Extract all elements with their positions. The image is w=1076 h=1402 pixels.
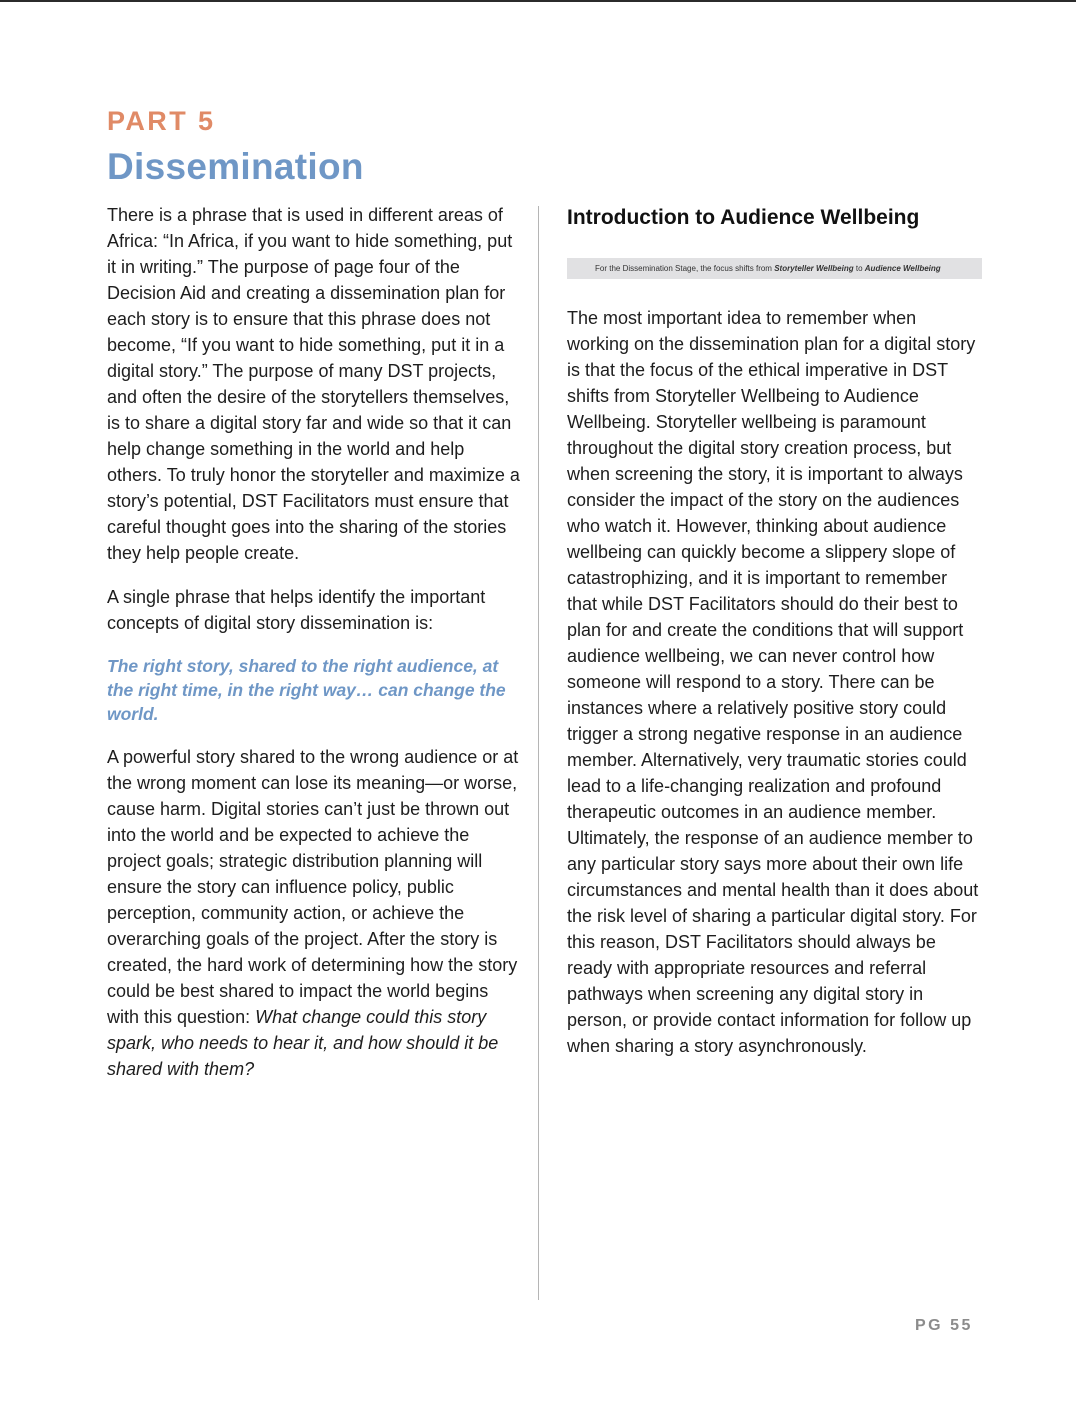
left-column (107, 202, 522, 1100)
caption-bar (567, 258, 982, 279)
right-column (567, 202, 982, 1059)
column-divider (538, 206, 539, 1300)
caption-from-term: Storyteller Wellbeing (774, 264, 854, 273)
distribution-text: A powerful story shared to the wrong audience or at the wrong moment can lose its meaning—or worse, cause harm. Digital stories can’t just be thrown out into the world and be expected to achieve the project goals; strategic distribution planning will ensure the story can influence policy, public perception, community action, or achieve the overarching goals of the project. After the story is created, the hard work of determining how the story could be best shared to impact the world begins with this question: (107, 747, 519, 1027)
caption-prefix: For the Dissemination Stage, the focus shifts from (595, 264, 772, 273)
intro-paragraph: There is a phrase that is used in different areas of Africa: “In Africa, if you want to hide something, put it in writing.” The purpose of page four of the Decision Aid and creating a dissemination plan for each story is to ensure that this phrase does not become, “If you want to hide something, put it in a digital story.” The purpose of many DST projects, and often the desire of the storytellers themselves, is to share a digital story far and wide so that it can help change something in the world and help others. To truly honor the storyteller and maximize a story’s potential, DST Facilitators must ensure that careful thought goes into the sharing of the stories they help people create. (107, 205, 520, 563)
caption-to-term: Audience Wellbeing (864, 264, 941, 273)
closing-question: What change could this story spark, who needs to hear it, and how should it be shared with them? (107, 1007, 499, 1079)
distribution-paragraph (107, 744, 522, 1082)
pull-quote: The right story, shared to the right audience, at the right time, in the right way… can change the world. (107, 656, 506, 724)
audience-wellbeing-paragraph: The most important idea to remember when working on the dissemination plan for a digital story is that the focus of the ethical imperative in DST shifts from Storyteller Wellbeing to Audience Wellbeing. Storyteller wellbeing is paramount throughout the digital story creation process, but when screening the story, it is important to always consider the impact of the story on the audiences who watch it. However, thinking about audience wellbeing can quickly become a slippery slope of catastrophizing, and it is important to remember that while DST Facilitators should do their best to plan for and create the conditions that will support audience wellbeing, we can never control how someone will respond to a story. There can be instances where a relatively positive story could trigger a strong negative response in an audience member. Alternatively, very traumatic stories could lead to a life-changing realization and profound therapeutic outcomes in an audience member. Ultimately, the response of an audience member to any particular story says more about their own life circumstances and mental health than it does about the risk level of sharing a particular digital story. For this reason, DST Facilitators should always be ready with appropriate resources and referral pathways when screening any digital story in person, or provide contact information for follow up when sharing a story asynchronously. (567, 308, 979, 1056)
caption-connector: to (855, 264, 863, 273)
phrase-intro-paragraph: A single phrase that helps identify the important concepts of digital story dissemination is: (107, 587, 486, 633)
page-title: Dissemination (107, 146, 364, 187)
part-label: PART 5 (107, 106, 216, 136)
top-rule (0, 0, 1076, 2)
page-number: PG 55 (915, 1317, 973, 1334)
section-title: Introduction to Audience Wellbeing (567, 206, 920, 229)
